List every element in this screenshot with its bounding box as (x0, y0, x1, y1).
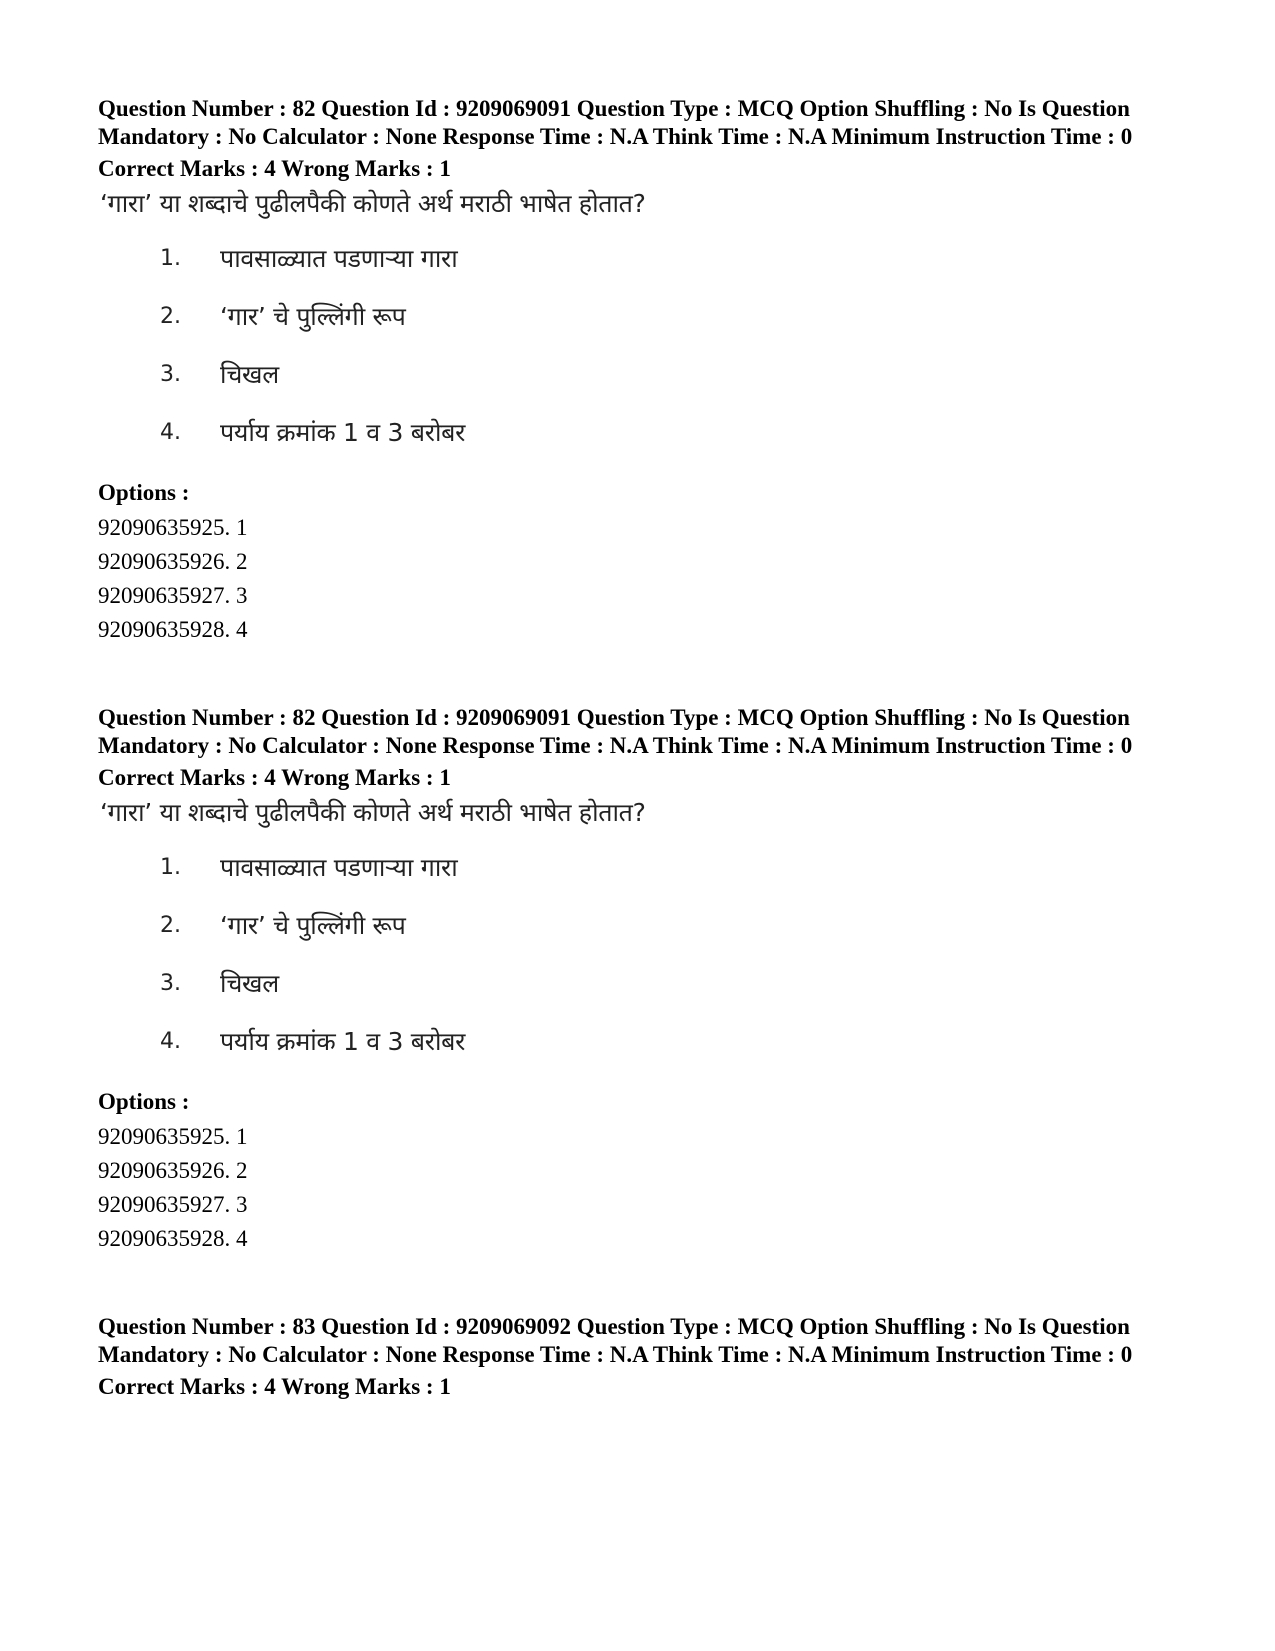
choice-text: पावसाळ्यात पडणाऱ्या गारा (220, 244, 458, 273)
option-id-row: 92090635927. 3 (98, 1192, 248, 1217)
choice-item (98, 954, 1188, 1012)
choice-text: चिखल (220, 360, 279, 389)
choice-item (98, 345, 1188, 403)
question-meta: Question Number : 82 Question Id : 9209069091 Question Type : MCQ Option Shuffling : No Is Question Mandatory : No Calculator : None Response Time : N.A Think Time : N.A Minimum Instruction Time : 0 (98, 96, 1133, 149)
option-id-row: 92090635928. 4 (98, 617, 248, 642)
question-stem: ‘गारा’ या शब्दाचे पुढीलपैकी कोणते अर्थ मराठी भाषेत होतात? (100, 189, 646, 218)
choice-text: पावसाळ्यात पडणाऱ्या गारा (220, 853, 458, 882)
question-marks: Correct Marks : 4 Wrong Marks : 1 (98, 1374, 451, 1399)
choice-number: 1. (160, 245, 181, 271)
choice-item (98, 403, 1188, 461)
option-id-row: 92090635925. 1 (98, 1124, 248, 1149)
choice-number: 2. (160, 912, 181, 938)
question-stem: ‘गारा’ या शब्दाचे पुढीलपैकी कोणते अर्थ मराठी भाषेत होतात? (100, 798, 646, 827)
choice-text: ‘गार’ चे पुल्लिंगी रूप (220, 302, 406, 331)
choice-text: चिखल (220, 969, 279, 998)
choice-item (98, 838, 1188, 896)
choice-item (98, 896, 1188, 954)
option-id-row: 92090635927. 3 (98, 583, 248, 608)
choice-item (98, 1012, 1188, 1070)
options-label: Options : (98, 1089, 190, 1114)
choice-number: 3. (160, 361, 181, 387)
option-id-row: 92090635926. 2 (98, 549, 248, 574)
choice-number: 1. (160, 854, 181, 880)
choice-number: 2. (160, 303, 181, 329)
choice-list (98, 838, 1188, 1070)
option-id-row: 92090635926. 2 (98, 1158, 248, 1183)
question-block-1 (98, 95, 1188, 647)
question-meta: Question Number : 82 Question Id : 9209069091 Question Type : MCQ Option Shuffling : No Is Question Mandatory : No Calculator : None Response Time : N.A Think Time : N.A Minimum Instruction Time : 0 (98, 705, 1133, 758)
choice-number: 4. (160, 419, 181, 445)
choice-number: 3. (160, 970, 181, 996)
choice-text: ‘गार’ चे पुल्लिंगी रूप (220, 911, 406, 940)
question-block-3 (98, 1313, 1188, 1401)
choice-number: 4. (160, 1028, 181, 1054)
question-meta: Question Number : 83 Question Id : 9209069092 Question Type : MCQ Option Shuffling : No Is Question Mandatory : No Calculator : None Response Time : N.A Think Time : N.A Minimum Instruction Time : 0 (98, 1314, 1133, 1367)
option-id-row: 92090635925. 1 (98, 515, 248, 540)
choice-item (98, 287, 1188, 345)
choice-text: पर्याय क्रमांक 1 व 3 बरोबर (220, 1027, 466, 1056)
question-marks: Correct Marks : 4 Wrong Marks : 1 (98, 765, 451, 790)
choice-item (98, 229, 1188, 287)
options-label: Options : (98, 480, 190, 505)
option-id-row: 92090635928. 4 (98, 1226, 248, 1251)
question-block-2 (98, 704, 1188, 1256)
question-marks: Correct Marks : 4 Wrong Marks : 1 (98, 156, 451, 181)
choice-list (98, 229, 1188, 461)
choice-text: पर्याय क्रमांक 1 व 3 बरोबर (220, 418, 466, 447)
